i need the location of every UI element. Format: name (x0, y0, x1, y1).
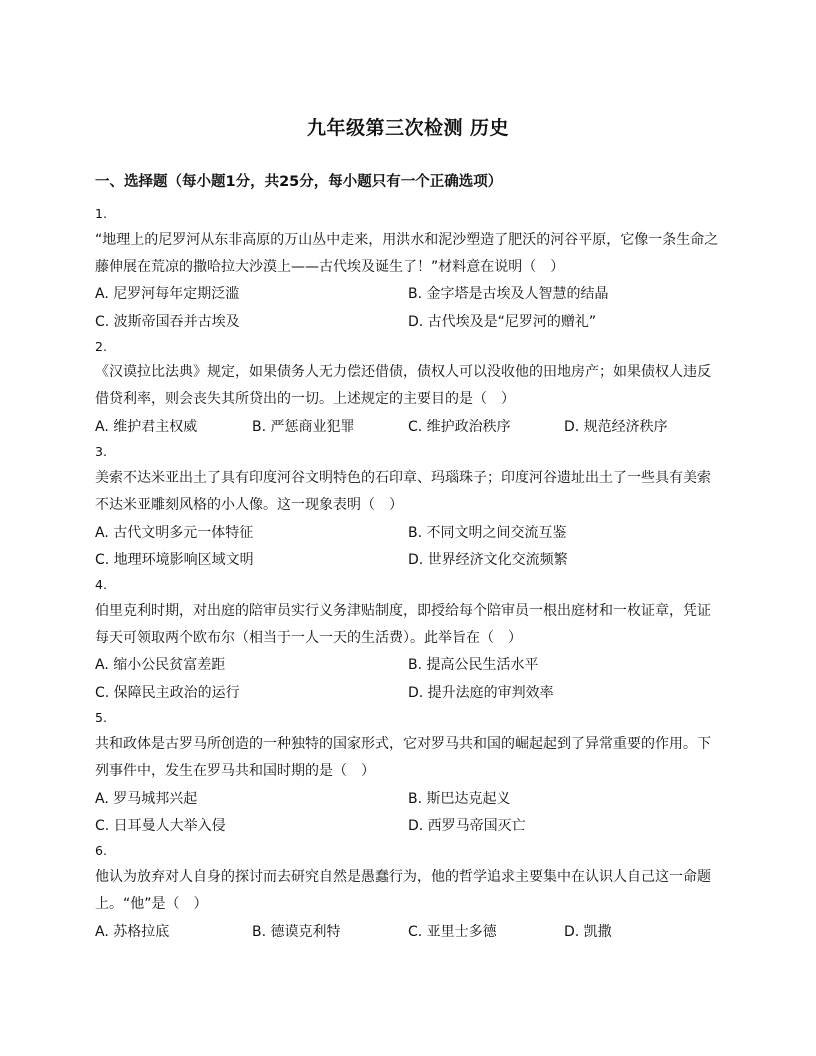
option-a: A. 缩小公民贫富差距 (95, 657, 226, 673)
question-stem: 美索不达米亚出土了具有印度河谷文明特色的石印章、玛瑙珠子；印度河谷遗址出土了一些具有美索不达米亚雕刻风格的小人像。这一现象表明（ ） (95, 470, 711, 513)
question-number: 5. (95, 710, 107, 725)
option-d: D. 凯撒 (564, 924, 612, 940)
question-number: 6. (95, 843, 107, 858)
option-b: B. 不同文明之间交流互鉴 (408, 525, 567, 541)
option-a: A. 古代文明多元一体特征 (95, 525, 254, 541)
option-a: A. 维护君主权威 (95, 419, 198, 435)
option-c: C. 亚里士多德 (408, 924, 497, 940)
option-a: A. 苏格拉底 (95, 924, 170, 940)
question-stem: “地理上的尼罗河从东非高原的万山丛中走来，用洪水和泥沙塑造了肥沃的河谷平原，它像一条生命之藤伸展在荒凉的撒哈拉大沙漠上——古代埃及诞生了！”材料意在说明（ ） (95, 232, 719, 275)
question-stem: 他认为放弃对人自身的探讨而去研究自然是愚蠢行为，他的哲学追求主要集中在认识人自己这一命题上。“他”是（ ） (95, 869, 711, 912)
option-c: C. 日耳曼人大举入侵 (95, 818, 226, 834)
option-b: B. 金字塔是古埃及人智慧的结晶 (408, 286, 609, 302)
question-number: 3. (95, 444, 107, 459)
option-b: B. 提高公民生活水平 (408, 657, 539, 673)
section-heading: 一、选择题（每小题1分，共25分，每小题只有一个正确选项） (95, 174, 503, 190)
option-d: D. 世界经济文化交流频繁 (408, 552, 568, 568)
question-stem: 共和政体是古罗马所创造的一种独特的国家形式，它对罗马共和国的崛起起到了异常重要的作用。下列事件中，发生在罗马共和国时期的是（ ） (95, 736, 711, 779)
option-b: B. 斯巴达克起义 (408, 791, 511, 807)
question-stem: 伯里克利时期，对出庭的陪审员实行义务津贴制度，即授给每个陪审员一根出庭材和一枚证章，凭证每天可领取两个欧布尔（相当于一人一天的生活费）。此举旨在（ ） (95, 603, 711, 646)
option-b: B. 严惩商业犯罪 (252, 419, 355, 435)
option-c: C. 保障民主政治的运行 (95, 685, 240, 701)
option-d: D. 规范经济秩序 (564, 419, 668, 435)
page-title: 九年级第三次检测 历史 (306, 117, 510, 139)
question-stem: 《汉谟拉比法典》规定，如果债务人无力偿还借债，债权人可以没收他的田地房产；如果债权人违反借贷利率，则会丧失其所贷出的一切。上述规定的主要目的是（ ） (95, 364, 711, 407)
option-a: A. 尼罗河每年定期泛滥 (95, 286, 240, 302)
option-c: C. 维护政治秩序 (408, 419, 511, 435)
option-d: D. 提升法庭的审判效率 (408, 685, 554, 701)
option-c: C. 地理环境影响区域文明 (95, 552, 254, 568)
option-d: D. 西罗马帝国灭亡 (408, 818, 526, 834)
option-c: C. 波斯帝国吞并古埃及 (95, 314, 240, 330)
option-d: D. 古代埃及是“尼罗河的赠礼” (408, 314, 597, 330)
option-a: A. 罗马城邦兴起 (95, 791, 198, 807)
question-number: 1. (95, 206, 107, 221)
question-number: 4. (95, 577, 107, 592)
option-b: B. 德谟克利特 (252, 924, 341, 940)
question-number: 2. (95, 339, 107, 354)
